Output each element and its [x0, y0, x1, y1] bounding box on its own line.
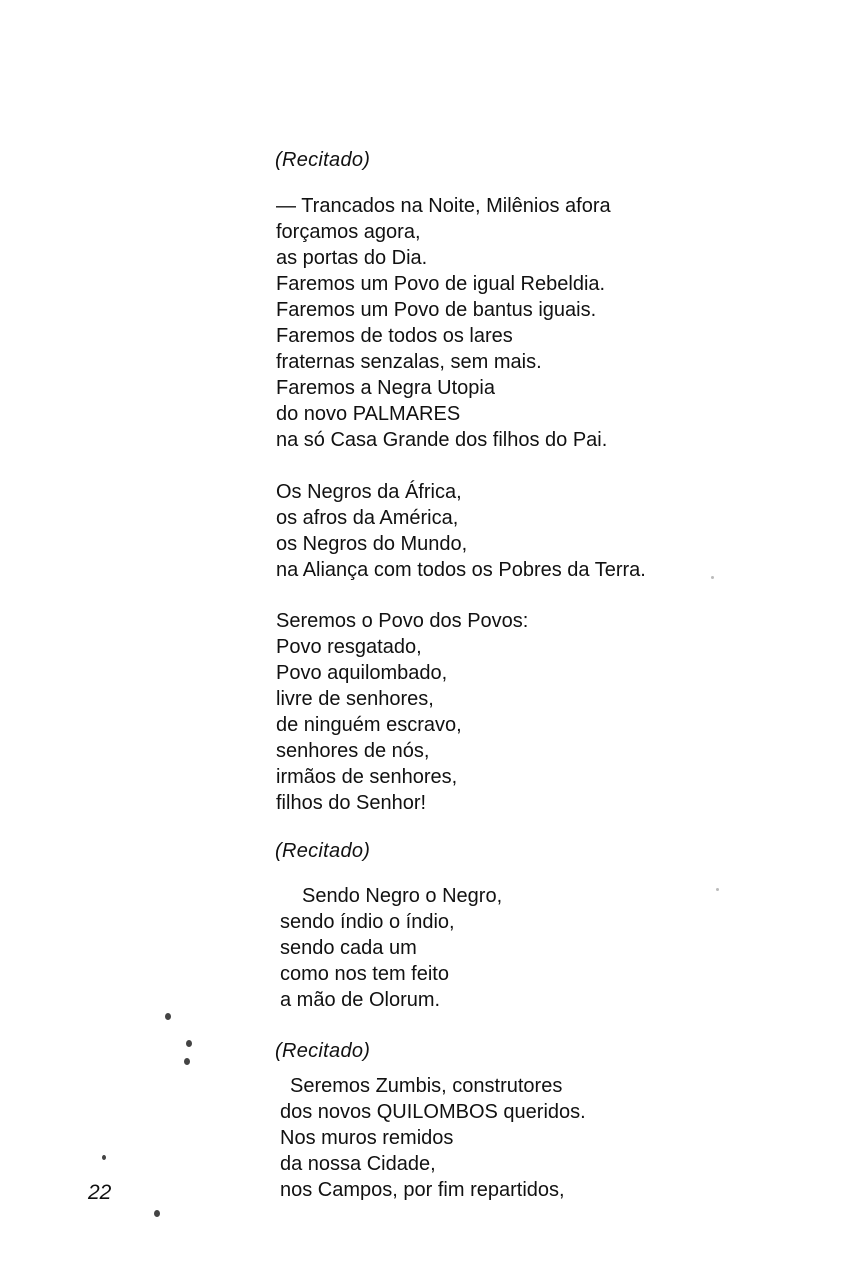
verse-line: sendo índio o índio,	[280, 911, 455, 933]
verse-line: livre de senhores,	[276, 688, 434, 710]
page-number: 22	[88, 1181, 112, 1204]
scan-speck	[186, 1040, 192, 1047]
verse-line: a mão de Olorum.	[280, 989, 441, 1011]
scan-speck	[154, 1210, 160, 1217]
stanza-1	[276, 193, 611, 453]
verse-line: Nos muros remidos	[280, 1127, 454, 1149]
verse-line: Povo resgatado,	[276, 636, 422, 658]
verse-line: Povo aquilombado,	[276, 662, 448, 684]
verse-line: Seremos o Povo dos Povos:	[276, 610, 529, 632]
scan-speck	[102, 1155, 106, 1160]
verse-line: filhos do Senhor!	[276, 792, 427, 814]
stanza-4	[280, 883, 502, 1013]
verse-line: Faremos um Povo de igual Rebeldia.	[276, 273, 606, 295]
verse-line: do novo PALMARES	[276, 403, 461, 425]
verse-line: fraternas senzalas, sem mais.	[276, 351, 542, 373]
verse-line: da nossa Cidade,	[280, 1153, 436, 1175]
verse-line: Seremos Zumbis, construtores	[290, 1075, 563, 1097]
verse-line: sendo cada um	[280, 937, 417, 959]
verse-line: na Aliança com todos os Pobres da Terra.	[276, 559, 646, 581]
verse-line: como nos tem feito	[280, 963, 449, 985]
verse-line: os Negros do Mundo,	[276, 533, 468, 555]
verse-line: irmãos de senhores,	[276, 766, 458, 788]
verse-line: forçamos agora,	[276, 221, 421, 243]
scan-speck	[711, 576, 714, 579]
verse-line: na só Casa Grande dos filhos do Pai.	[276, 429, 608, 451]
stanza-3	[276, 608, 528, 816]
verse-line: Faremos de todos os lares	[276, 325, 513, 347]
verse-line: Faremos a Negra Utopia	[276, 377, 495, 399]
verse-line: Faremos um Povo de bantus iguais.	[276, 299, 597, 321]
verse-line: — Trancados na Noite, Milênios afora	[276, 195, 611, 217]
section-heading-2: (Recitado)	[275, 840, 371, 862]
verse-line: nos Campos, por fim repartidos,	[280, 1179, 565, 1201]
scan-speck	[165, 1013, 171, 1020]
stanza-2	[276, 479, 646, 583]
section-heading-1: (Recitado)	[275, 149, 371, 171]
verse-line: as portas do Dia.	[276, 247, 428, 269]
section-heading-3: (Recitado)	[275, 1040, 371, 1062]
scan-speck	[716, 888, 719, 891]
verse-line: dos novos QUILOMBOS queridos.	[280, 1101, 586, 1123]
verse-line: Sendo Negro o Negro,	[302, 885, 503, 907]
verse-line: de ninguém escravo,	[276, 714, 462, 736]
verse-line: Os Negros da África,	[276, 481, 462, 503]
stanza-5	[280, 1073, 586, 1203]
verse-line: senhores de nós,	[276, 740, 430, 762]
scan-speck	[184, 1058, 190, 1065]
verse-line: os afros da América,	[276, 507, 459, 529]
